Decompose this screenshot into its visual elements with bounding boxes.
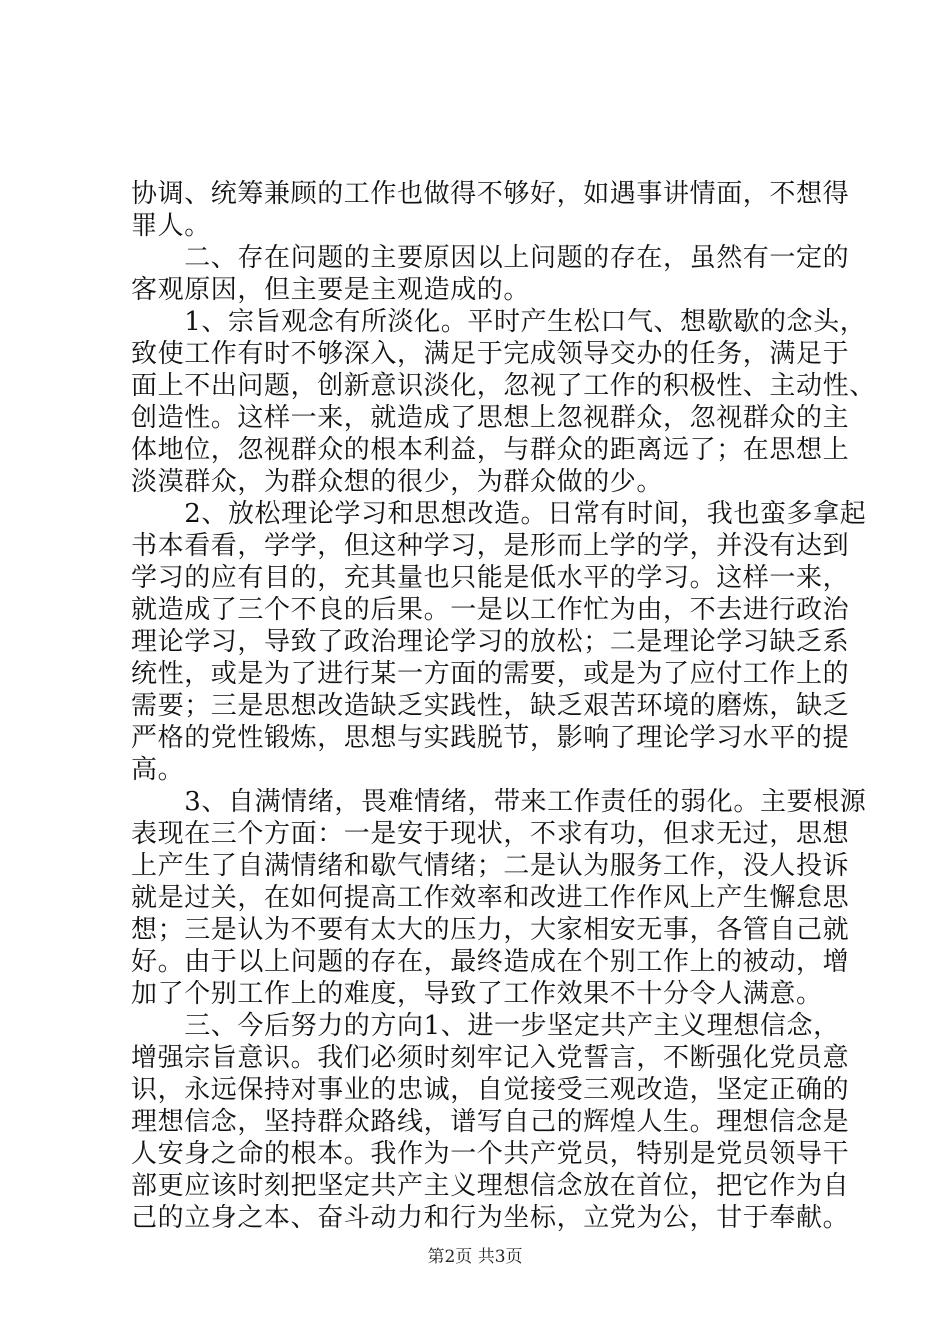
- text-line: 致使工作有时不够深入，满足于完成领导交办的任务，满足于: [131, 339, 850, 369]
- text-line: 创造性。这样一来，就造成了思想上忽视群众，忽视群众的主: [131, 403, 850, 433]
- text-line: 理论学习，导致了政治理论学习的放松；二是理论学习缺乏系: [131, 627, 850, 657]
- text-line: 理想信念，坚持群众路线，谱写自己的辉煌人生。理想信念是: [131, 1107, 850, 1137]
- text-line: 二、存在问题的主要原因以上问题的存在，虽然有一定的: [131, 243, 850, 273]
- text-line: 1、宗旨观念有所淡化。平时产生松口气、想歇歇的念头，: [131, 307, 867, 337]
- text-line: 增强宗旨意识。我们必须时刻牢记入党誓言，不断强化党员意: [131, 1043, 850, 1073]
- text-line: 识，永远保持对事业的忠诚，自觉接受三观改造，坚定正确的: [131, 1075, 850, 1105]
- text-line: 书本看看，学学，但这种学习，是形而上学的学，并没有达到: [131, 531, 850, 561]
- text-line: 想；三是认为不要有太大的压力，大家相安无事，各管自己就: [131, 915, 850, 945]
- text-line: 好。由于以上问题的存在，最终造成在个别工作上的被动，增: [131, 947, 850, 977]
- text-line: 3、自满情绪，畏难情绪，带来工作责任的弱化。主要根源: [131, 787, 867, 817]
- page-number-footer: 第2页 共3页: [427, 1247, 523, 1267]
- text-line: 需要；三是思想改造缺乏实践性，缺乏艰苦环境的磨炼，缺乏: [131, 691, 850, 721]
- text-line: 己的立身之本、奋斗动力和行为坐标，立党为公，甘于奉献。: [131, 1203, 850, 1233]
- text-line: 淡漠群众，为群众想的很少，为群众做的少。: [131, 467, 664, 497]
- text-line: 高。: [131, 755, 185, 785]
- text-line: 人安身之命的根本。我作为一个共产党员，特别是党员领导干: [131, 1139, 850, 1169]
- text-line: 2、放松理论学习和思想改造。日常有时间，我也蛮多拿起: [131, 499, 867, 529]
- text-line: 体地位，忽视群众的根本利益，与群众的距离远了；在思想上: [131, 435, 850, 465]
- text-line: 学习的应有目的，充其量也只能是低水平的学习。这样一来，: [131, 563, 850, 593]
- text-line: 就造成了三个不良的后果。一是以工作忙为由，不去进行政治: [131, 595, 850, 625]
- text-line: 三、今后努力的方向1、进一步坚定共产主义理想信念，: [131, 1011, 840, 1041]
- text-line: 面上不出问题，创新意识淡化，忽视了工作的积极性、主动性、: [131, 371, 876, 401]
- text-line: 客观原因，但主要是主观造成的。: [131, 275, 531, 305]
- text-line: 上产生了自满情绪和歇气情绪；二是认为服务工作，没人投诉: [131, 851, 850, 881]
- text-line: 加了个别工作上的难度，导致了工作效果不十分令人满意。: [131, 979, 823, 1009]
- text-line: 表现在三个方面：一是安于现状，不求有功，但求无过，思想: [131, 819, 850, 849]
- text-line: 罪人。: [131, 211, 211, 241]
- text-line: 统性，或是为了进行某一方面的需要，或是为了应付工作上的: [131, 659, 850, 689]
- text-line: 就是过关，在如何提高工作效率和改进工作作风上产生懈怠思: [131, 883, 850, 913]
- text-line: 协调、统筹兼顾的工作也做得不够好，如遇事讲情面，不想得: [131, 179, 850, 209]
- text-line: 部更应该时刻把坚定共产主义理想信念放在首位，把它作为自: [131, 1171, 850, 1201]
- text-line: 严格的党性锻炼，思想与实践脱节，影响了理论学习水平的提: [131, 723, 850, 753]
